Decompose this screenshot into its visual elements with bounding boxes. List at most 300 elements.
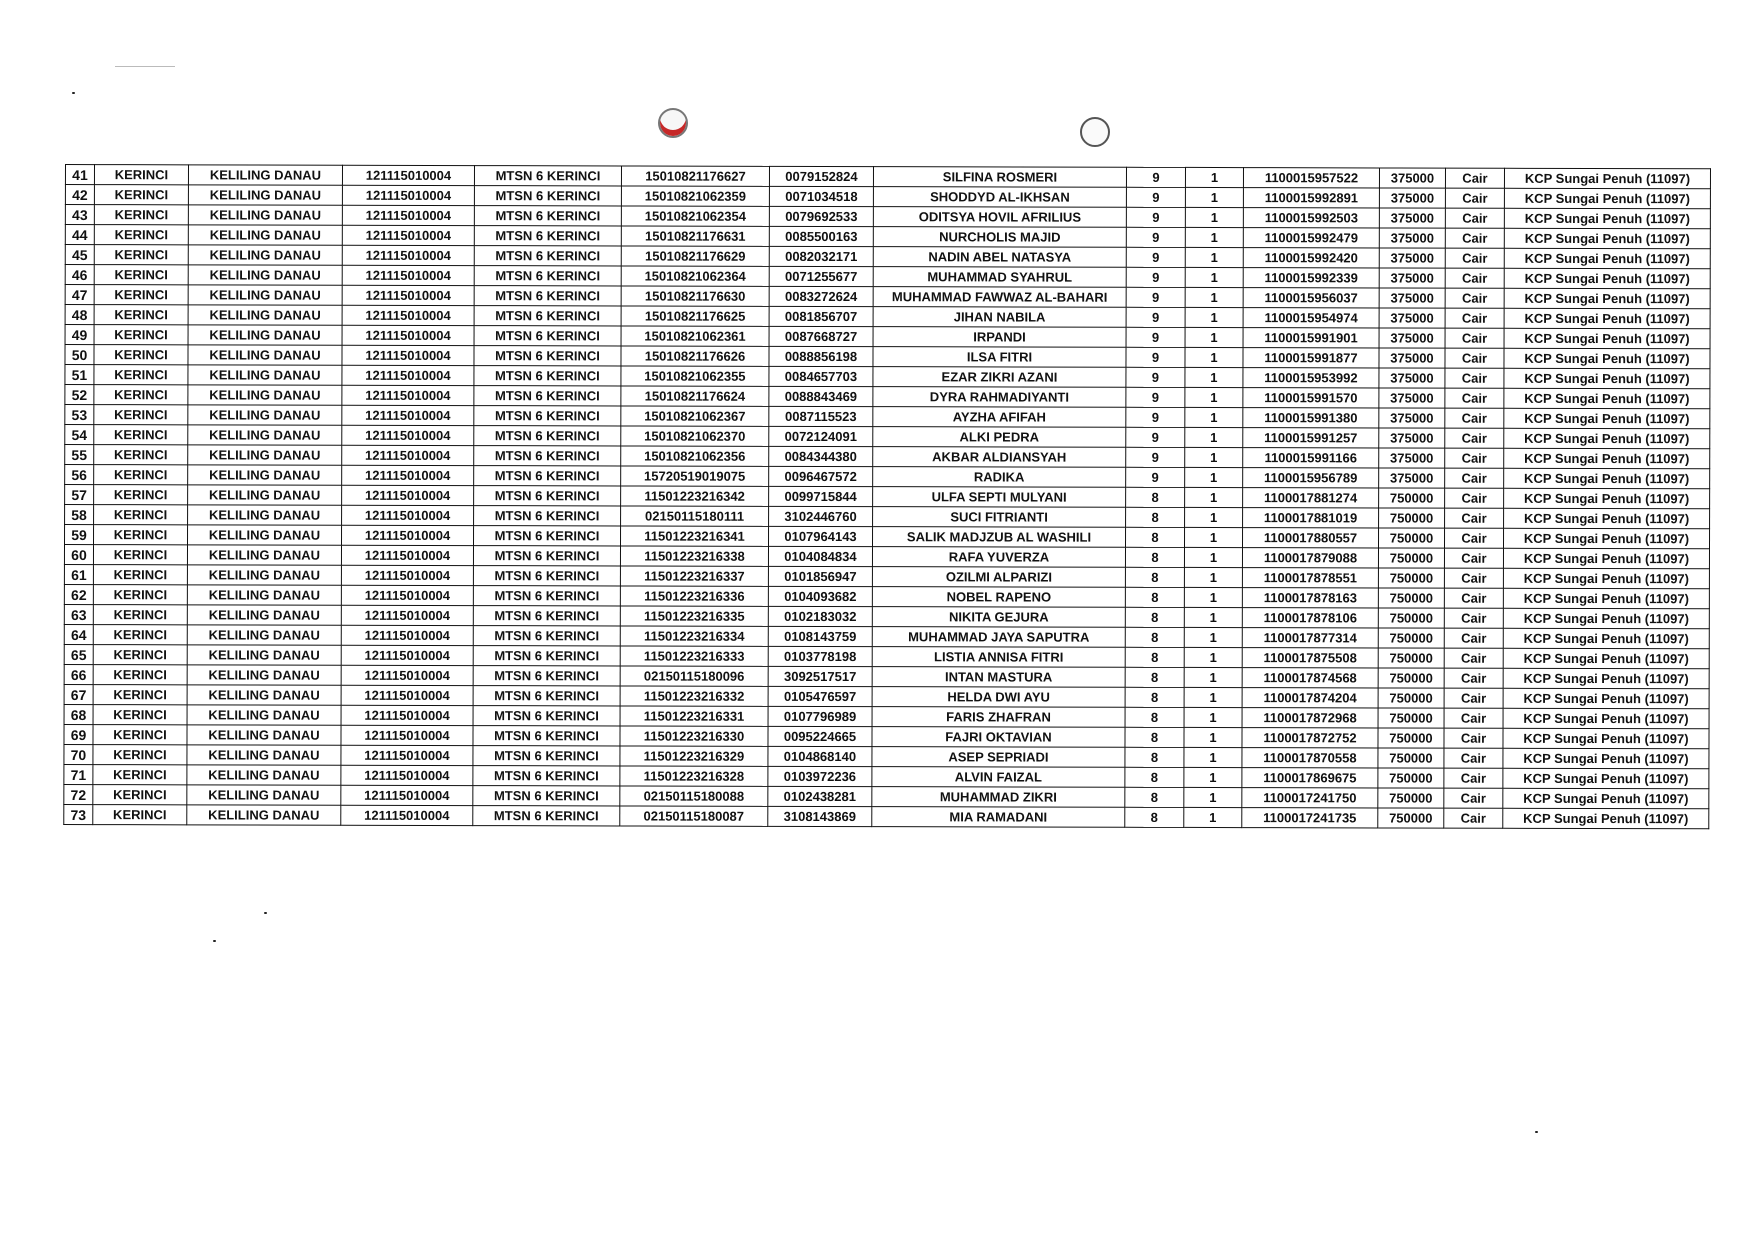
- kabupaten-cell: KERINCI: [93, 805, 187, 825]
- nisn-cell: 0079152824: [769, 166, 873, 186]
- kabupaten-cell: KERINCI: [94, 325, 188, 345]
- school-cell: MTSN 6 KERINCI: [474, 246, 621, 266]
- row-number: 56: [65, 465, 94, 485]
- npsn-cell: 121115010004: [342, 305, 474, 325]
- amount-cell: 375000: [1379, 228, 1445, 248]
- kabupaten-cell: KERINCI: [93, 585, 187, 605]
- registration-number-cell: 15010821062354: [621, 206, 769, 226]
- kabupaten-cell: KERINCI: [94, 185, 188, 205]
- kabupaten-cell: KERINCI: [93, 705, 187, 725]
- account-number-cell: 1100015991380: [1243, 408, 1379, 428]
- row-number: 45: [65, 245, 94, 265]
- kecamatan-cell: KELILING DANAU: [187, 745, 341, 765]
- kecamatan-cell: KELILING DANAU: [188, 405, 342, 425]
- nisn-cell: 0102438281: [768, 786, 872, 806]
- school-cell: MTSN 6 KERINCI: [474, 206, 621, 226]
- count-cell: 1: [1185, 167, 1243, 187]
- kabupaten-cell: KERINCI: [94, 505, 188, 525]
- student-name-cell: INTAN MASTURA: [872, 667, 1125, 688]
- registration-number-cell: 15010821062361: [621, 326, 769, 346]
- kabupaten-cell: KERINCI: [93, 785, 187, 805]
- student-name-cell: SUCI FITRIANTI: [873, 507, 1126, 528]
- amount-cell: 375000: [1379, 468, 1445, 488]
- count-cell: 1: [1185, 327, 1243, 347]
- grade-cell: 9: [1126, 367, 1185, 387]
- kecamatan-cell: KELILING DANAU: [187, 625, 341, 645]
- amount-cell: 375000: [1379, 168, 1445, 188]
- count-cell: 1: [1185, 387, 1243, 407]
- grade-cell: 8: [1125, 687, 1184, 707]
- npsn-cell: 121115010004: [342, 205, 474, 225]
- account-number-cell: 1100015954974: [1243, 308, 1379, 328]
- bank-branch-cell: KCP Sungai Penuh (11097): [1503, 668, 1709, 689]
- kabupaten-cell: KERINCI: [94, 165, 188, 185]
- school-cell: MTSN 6 KERINCI: [473, 806, 620, 826]
- account-number-cell: 1100017241750: [1242, 788, 1378, 808]
- amount-cell: 375000: [1379, 248, 1445, 268]
- row-number: 55: [65, 445, 94, 465]
- student-name-cell: LISTIA ANNISA FITRI: [872, 647, 1125, 668]
- kecamatan-cell: KELILING DANAU: [188, 325, 342, 345]
- row-number: 70: [64, 744, 93, 764]
- kabupaten-cell: KERINCI: [94, 485, 188, 505]
- scan-speck: [213, 940, 216, 942]
- student-name-cell: SHODDYD AL-IKHSAN: [873, 187, 1126, 208]
- count-cell: 1: [1184, 627, 1242, 647]
- nisn-cell: 0083272624: [769, 286, 873, 306]
- nisn-cell: 0088843469: [769, 386, 873, 406]
- school-cell: MTSN 6 KERINCI: [474, 306, 621, 326]
- grade-cell: 9: [1126, 407, 1185, 427]
- school-cell: MTSN 6 KERINCI: [473, 666, 620, 686]
- status-cell: Cair: [1445, 288, 1504, 308]
- row-number: 57: [65, 485, 94, 505]
- status-cell: Cair: [1445, 228, 1504, 248]
- status-cell: Cair: [1445, 408, 1504, 428]
- count-cell: 1: [1185, 267, 1243, 287]
- school-cell: MTSN 6 KERINCI: [473, 546, 620, 566]
- grade-cell: 8: [1125, 547, 1184, 567]
- bank-branch-cell: KCP Sungai Penuh (11097): [1504, 428, 1710, 449]
- row-number: 62: [64, 584, 93, 604]
- student-name-cell: SILFINA ROSMERI: [873, 167, 1126, 188]
- kabupaten-cell: KERINCI: [93, 625, 187, 645]
- nisn-cell: 0071034518: [769, 186, 873, 206]
- kecamatan-cell: KELILING DANAU: [187, 685, 341, 705]
- npsn-cell: 121115010004: [341, 745, 473, 765]
- registration-number-cell: 02150115180088: [620, 786, 768, 806]
- kabupaten-cell: KERINCI: [94, 225, 188, 245]
- nisn-cell: 0104868140: [768, 746, 872, 766]
- registration-number-cell: 11501223216328: [620, 766, 768, 786]
- kabupaten-cell: KERINCI: [94, 205, 188, 225]
- registration-number-cell: 15010821176630: [621, 286, 769, 306]
- amount-cell: 750000: [1378, 708, 1444, 728]
- registration-number-cell: 15010821062370: [621, 426, 769, 446]
- school-cell: MTSN 6 KERINCI: [473, 646, 620, 666]
- count-cell: 1: [1185, 507, 1243, 527]
- npsn-cell: 121115010004: [341, 725, 473, 745]
- row-number: 66: [64, 664, 93, 684]
- grade-cell: 9: [1126, 347, 1185, 367]
- bank-branch-cell: KCP Sungai Penuh (11097): [1503, 568, 1709, 589]
- bank-branch-cell: KCP Sungai Penuh (11097): [1504, 168, 1710, 189]
- student-name-cell: NADIN ABEL NATASYA: [873, 247, 1126, 268]
- amount-cell: 375000: [1379, 208, 1445, 228]
- registration-number-cell: 15010821176629: [621, 246, 769, 266]
- count-cell: 1: [1185, 287, 1243, 307]
- account-number-cell: 1100017880557: [1242, 528, 1378, 548]
- grade-cell: 9: [1126, 427, 1185, 447]
- grade-cell: 8: [1125, 787, 1184, 807]
- school-cell: MTSN 6 KERINCI: [474, 426, 621, 446]
- nisn-cell: 0099715844: [769, 486, 873, 506]
- row-number: 61: [64, 564, 93, 584]
- kecamatan-cell: KELILING DANAU: [188, 345, 342, 365]
- registration-number-cell: 02150115180096: [620, 666, 768, 686]
- bank-branch-cell: KCP Sungai Penuh (11097): [1504, 448, 1710, 469]
- kecamatan-cell: KELILING DANAU: [188, 265, 342, 285]
- school-cell: MTSN 6 KERINCI: [474, 366, 621, 386]
- school-cell: MTSN 6 KERINCI: [474, 506, 621, 526]
- amount-cell: 375000: [1379, 188, 1445, 208]
- registration-number-cell: 15010821062356: [621, 446, 769, 466]
- nisn-cell: 3108143869: [768, 806, 872, 826]
- account-number-cell: 1100017870558: [1242, 748, 1378, 768]
- registration-number-cell: 15010821176625: [621, 306, 769, 326]
- registration-number-cell: 15010821176624: [621, 386, 769, 406]
- count-cell: 1: [1185, 447, 1243, 467]
- count-cell: 1: [1185, 487, 1243, 507]
- kabupaten-cell: KERINCI: [94, 445, 188, 465]
- registration-number-cell: 11501223216331: [620, 706, 768, 726]
- nisn-cell: 0102183032: [768, 606, 872, 626]
- nisn-cell: 0105476597: [768, 686, 872, 706]
- row-number: 59: [65, 525, 94, 545]
- student-name-cell: ASEP SEPRIADI: [872, 747, 1125, 768]
- count-cell: 1: [1184, 547, 1242, 567]
- student-name-cell: MUHAMMAD JAYA SAPUTRA: [872, 627, 1125, 648]
- bank-branch-cell: KCP Sungai Penuh (11097): [1503, 548, 1709, 569]
- school-cell: MTSN 6 KERINCI: [474, 526, 621, 546]
- kecamatan-cell: KELILING DANAU: [187, 585, 341, 605]
- grade-cell: 8: [1125, 727, 1184, 747]
- kecamatan-cell: KELILING DANAU: [187, 645, 341, 665]
- status-cell: Cair: [1444, 648, 1503, 668]
- count-cell: 1: [1185, 407, 1243, 427]
- bank-branch-cell: KCP Sungai Penuh (11097): [1504, 468, 1710, 489]
- student-name-cell: FAJRI OKTAVIAN: [872, 727, 1125, 748]
- bank-branch-cell: KCP Sungai Penuh (11097): [1504, 228, 1710, 249]
- bank-branch-cell: KCP Sungai Penuh (11097): [1503, 708, 1709, 729]
- npsn-cell: 121115010004: [341, 625, 473, 645]
- student-name-cell: ODITSYA HOVIL AFRILIUS: [873, 207, 1126, 228]
- kecamatan-cell: KELILING DANAU: [188, 525, 342, 545]
- student-name-cell: ALKI PEDRA: [873, 427, 1126, 448]
- npsn-cell: 121115010004: [341, 805, 473, 825]
- school-cell: MTSN 6 KERINCI: [474, 406, 621, 426]
- count-cell: 1: [1184, 667, 1242, 687]
- amount-cell: 375000: [1379, 408, 1445, 428]
- registration-number-cell: 15010821176631: [621, 226, 769, 246]
- school-cell: MTSN 6 KERINCI: [473, 726, 620, 746]
- registration-number-cell: 11501223216337: [620, 566, 768, 586]
- account-number-cell: 1100017872968: [1242, 708, 1378, 728]
- npsn-cell: 121115010004: [341, 665, 473, 685]
- school-cell: MTSN 6 KERINCI: [473, 586, 620, 606]
- npsn-cell: 121115010004: [341, 585, 473, 605]
- kabupaten-cell: KERINCI: [94, 285, 188, 305]
- account-number-cell: 1100017241735: [1242, 808, 1378, 828]
- scan-speck: [264, 912, 267, 914]
- registration-number-cell: 15720519019075: [621, 466, 769, 486]
- kecamatan-cell: KELILING DANAU: [187, 765, 341, 785]
- amount-cell: 750000: [1378, 648, 1444, 668]
- school-cell: MTSN 6 KERINCI: [474, 346, 621, 366]
- nisn-cell: 0079692533: [769, 206, 873, 226]
- bank-branch-cell: KCP Sungai Penuh (11097): [1504, 488, 1710, 509]
- kecamatan-cell: KELILING DANAU: [188, 365, 342, 385]
- row-number: 67: [64, 684, 93, 704]
- row-number: 68: [64, 704, 93, 724]
- bank-branch-cell: KCP Sungai Penuh (11097): [1503, 768, 1709, 789]
- row-number: 54: [65, 425, 94, 445]
- status-cell: Cair: [1445, 208, 1504, 228]
- school-cell: MTSN 6 KERINCI: [474, 326, 621, 346]
- count-cell: 1: [1184, 727, 1242, 747]
- student-name-cell: ILSA FITRI: [873, 347, 1126, 368]
- school-cell: MTSN 6 KERINCI: [473, 746, 620, 766]
- student-name-cell: SALIK MADJZUB AL WASHILI: [873, 527, 1126, 548]
- nisn-cell: 0104093682: [768, 586, 872, 606]
- npsn-cell: 121115010004: [341, 685, 473, 705]
- bank-branch-cell: KCP Sungai Penuh (11097): [1503, 728, 1709, 749]
- registration-number-cell: 15010821062355: [621, 366, 769, 386]
- account-number-cell: 1100017881274: [1243, 488, 1379, 508]
- kecamatan-cell: KELILING DANAU: [188, 225, 342, 245]
- grade-cell: 8: [1125, 707, 1184, 727]
- kecamatan-cell: KELILING DANAU: [188, 385, 342, 405]
- row-number: 41: [65, 165, 94, 185]
- account-number-cell: 1100015991570: [1243, 388, 1379, 408]
- amount-cell: 375000: [1379, 268, 1445, 288]
- count-cell: 1: [1184, 767, 1242, 787]
- account-number-cell: 1100015992339: [1243, 268, 1379, 288]
- student-name-cell: RADIKA: [873, 467, 1126, 488]
- kabupaten-cell: KERINCI: [93, 545, 187, 565]
- bank-branch-cell: KCP Sungai Penuh (11097): [1503, 688, 1709, 709]
- status-cell: Cair: [1445, 488, 1504, 508]
- school-cell: MTSN 6 KERINCI: [474, 386, 621, 406]
- account-number-cell: 1100015992503: [1243, 208, 1379, 228]
- kecamatan-cell: KELILING DANAU: [188, 205, 342, 225]
- account-number-cell: 1100017875508: [1242, 648, 1378, 668]
- grade-cell: 8: [1125, 767, 1184, 787]
- nisn-cell: 0104084834: [768, 546, 872, 566]
- status-cell: Cair: [1444, 568, 1503, 588]
- registration-number-cell: 11501223216342: [621, 486, 769, 506]
- npsn-cell: 121115010004: [342, 525, 474, 545]
- account-number-cell: 1100017881019: [1243, 508, 1379, 528]
- grade-cell: 8: [1125, 747, 1184, 767]
- grade-cell: 8: [1126, 527, 1185, 547]
- count-cell: 1: [1184, 687, 1242, 707]
- count-cell: 1: [1184, 747, 1242, 767]
- npsn-cell: 121115010004: [341, 705, 473, 725]
- student-name-cell: AKBAR ALDIANSYAH: [873, 447, 1126, 468]
- registration-number-cell: 15010821176627: [621, 166, 769, 186]
- school-cell: MTSN 6 KERINCI: [474, 166, 621, 186]
- student-name-cell: MUHAMMAD SYAHRUL: [873, 267, 1126, 288]
- account-number-cell: 1100015992479: [1243, 228, 1379, 248]
- nisn-cell: 0095224665: [768, 726, 872, 746]
- account-number-cell: 1100015956037: [1243, 288, 1379, 308]
- school-cell: MTSN 6 KERINCI: [474, 186, 621, 206]
- status-cell: Cair: [1445, 368, 1504, 388]
- student-name-cell: AYZHA AFIFAH: [873, 407, 1126, 428]
- nisn-cell: 0085500163: [769, 226, 873, 246]
- row-number: 43: [65, 205, 94, 225]
- kabupaten-cell: KERINCI: [93, 745, 187, 765]
- status-cell: Cair: [1445, 248, 1504, 268]
- registration-number-cell: 15010821062359: [621, 186, 769, 206]
- amount-cell: 750000: [1378, 608, 1444, 628]
- nisn-cell: 0103778198: [768, 646, 872, 666]
- bank-branch-cell: KCP Sungai Penuh (11097): [1504, 288, 1710, 309]
- kecamatan-cell: KELILING DANAU: [188, 445, 342, 465]
- nisn-cell: 0087668727: [769, 326, 873, 346]
- npsn-cell: 121115010004: [342, 365, 474, 385]
- row-number: 65: [64, 644, 93, 664]
- student-name-cell: ALVIN FAIZAL: [872, 767, 1125, 788]
- status-cell: Cair: [1445, 508, 1504, 528]
- row-number: 71: [64, 764, 93, 784]
- nisn-cell: 0084657703: [769, 366, 873, 386]
- status-cell: Cair: [1444, 608, 1503, 628]
- student-name-cell: IRPANDI: [873, 327, 1126, 348]
- bank-branch-cell: KCP Sungai Penuh (11097): [1504, 188, 1710, 209]
- bank-branch-cell: KCP Sungai Penuh (11097): [1503, 648, 1709, 669]
- row-number: 73: [64, 804, 93, 824]
- school-cell: MTSN 6 KERINCI: [474, 226, 621, 246]
- amount-cell: 750000: [1378, 588, 1444, 608]
- kabupaten-cell: KERINCI: [94, 425, 188, 445]
- bank-branch-cell: KCP Sungai Penuh (11097): [1503, 528, 1709, 549]
- grade-cell: 8: [1125, 627, 1184, 647]
- count-cell: 1: [1185, 307, 1243, 327]
- status-cell: Cair: [1445, 188, 1504, 208]
- npsn-cell: 121115010004: [342, 285, 474, 305]
- status-cell: Cair: [1444, 728, 1503, 748]
- grade-cell: 9: [1126, 307, 1185, 327]
- status-cell: Cair: [1445, 268, 1504, 288]
- grade-cell: 9: [1126, 327, 1185, 347]
- kabupaten-cell: KERINCI: [94, 405, 188, 425]
- amount-cell: 375000: [1379, 368, 1445, 388]
- npsn-cell: 121115010004: [342, 345, 474, 365]
- amount-cell: 750000: [1378, 788, 1444, 808]
- npsn-cell: 121115010004: [342, 465, 474, 485]
- npsn-cell: 121115010004: [342, 245, 474, 265]
- student-name-cell: MIA RAMADANI: [872, 807, 1125, 828]
- npsn-cell: 121115010004: [341, 545, 473, 565]
- nisn-cell: 0088856198: [769, 346, 873, 366]
- npsn-cell: 121115010004: [342, 325, 474, 345]
- registration-number-cell: 11501223216332: [620, 686, 768, 706]
- kecamatan-cell: KELILING DANAU: [187, 785, 341, 805]
- row-number: 52: [65, 385, 94, 405]
- nisn-cell: 3102446760: [769, 506, 873, 526]
- student-name-cell: NIKITA GEJURA: [872, 607, 1125, 628]
- registration-number-cell: 15010821062364: [621, 266, 769, 286]
- count-cell: 1: [1184, 567, 1242, 587]
- row-number: 50: [65, 345, 94, 365]
- registration-number-cell: 02150115180087: [620, 806, 768, 826]
- kecamatan-cell: KELILING DANAU: [187, 605, 341, 625]
- registration-number-cell: 15010821176626: [621, 346, 769, 366]
- npsn-cell: 121115010004: [342, 445, 474, 465]
- npsn-cell: 121115010004: [341, 785, 473, 805]
- kecamatan-cell: KELILING DANAU: [188, 465, 342, 485]
- account-number-cell: 1100015991901: [1243, 328, 1379, 348]
- grade-cell: 9: [1126, 287, 1185, 307]
- row-number: 46: [65, 265, 94, 285]
- row-number: 53: [65, 405, 94, 425]
- kecamatan-cell: KELILING DANAU: [188, 425, 342, 445]
- npsn-cell: 121115010004: [342, 505, 474, 525]
- registration-number-cell: 11501223216333: [620, 646, 768, 666]
- student-name-cell: FARIS ZHAFRAN: [872, 707, 1125, 728]
- status-cell: Cair: [1444, 768, 1503, 788]
- bank-branch-cell: KCP Sungai Penuh (11097): [1504, 408, 1710, 429]
- bank-branch-cell: KCP Sungai Penuh (11097): [1504, 208, 1710, 229]
- row-number: 72: [64, 784, 93, 804]
- punch-hole-mark: [1080, 117, 1110, 147]
- kecamatan-cell: KELILING DANAU: [188, 185, 342, 205]
- kecamatan-cell: KELILING DANAU: [188, 245, 342, 265]
- bank-branch-cell: KCP Sungai Penuh (11097): [1503, 588, 1709, 609]
- kecamatan-cell: KELILING DANAU: [187, 545, 341, 565]
- status-cell: Cair: [1444, 588, 1503, 608]
- bank-branch-cell: KCP Sungai Penuh (11097): [1503, 748, 1709, 769]
- count-cell: 1: [1185, 527, 1243, 547]
- student-name-cell: MUHAMMAD FAWWAZ AL-BAHARI: [873, 287, 1126, 308]
- grade-cell: 9: [1126, 167, 1185, 187]
- kecamatan-cell: KELILING DANAU: [187, 705, 341, 725]
- school-cell: MTSN 6 KERINCI: [473, 626, 620, 646]
- bank-branch-cell: KCP Sungai Penuh (11097): [1504, 368, 1710, 389]
- row-number: 42: [65, 185, 94, 205]
- account-number-cell: 1100015991257: [1243, 428, 1379, 448]
- account-number-cell: 1100017878163: [1242, 588, 1378, 608]
- bank-branch-cell: KCP Sungai Penuh (11097): [1504, 268, 1710, 289]
- registration-number-cell: 11501223216335: [620, 606, 768, 626]
- count-cell: 1: [1184, 587, 1242, 607]
- npsn-cell: 121115010004: [341, 765, 473, 785]
- school-cell: MTSN 6 KERINCI: [474, 466, 621, 486]
- school-cell: MTSN 6 KERINCI: [473, 686, 620, 706]
- count-cell: 1: [1185, 227, 1243, 247]
- nisn-cell: 0072124091: [769, 426, 873, 446]
- kabupaten-cell: KERINCI: [93, 605, 187, 625]
- kabupaten-cell: KERINCI: [93, 765, 187, 785]
- count-cell: 1: [1185, 207, 1243, 227]
- amount-cell: 750000: [1378, 728, 1444, 748]
- status-cell: Cair: [1445, 428, 1504, 448]
- kabupaten-cell: KERINCI: [93, 685, 187, 705]
- registration-number-cell: 02150115180111: [621, 506, 769, 526]
- amount-cell: 375000: [1379, 428, 1445, 448]
